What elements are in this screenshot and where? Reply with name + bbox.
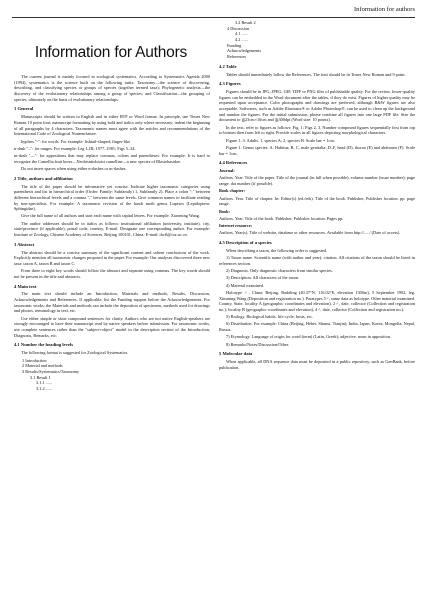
toc-line: 1 Introduction xyxy=(22,357,47,363)
species-item: 6) Distribution. For example: China (Beijing, Hebei, Shanxi, Tianjin); India, Japan, Korea, Mongolia, Nepal, Russia. xyxy=(219,321,415,333)
figure-reference-paragraph: In the text, refer to figures as follows: Fig. 1; Figs 2, 3. Number compound figures sequentially first from top to bottom then from left to right. Provide scales in all figures depicting morphological characters. xyxy=(219,124,415,136)
subsection-references-heading: 4.4 References xyxy=(219,160,248,166)
section-abstract-heading: 3 Abstract xyxy=(14,241,35,247)
header-divider xyxy=(12,17,415,18)
species-item: 7) Etymology. Language of origin for word (term) (Latin, Greek); adjective, noun in apposition. xyxy=(226,334,391,340)
ndash-rule: n-dash "–": for ranges. For example: Leg I–III; 1977–1981; Figs 5–34. xyxy=(14,145,136,151)
section-molecular-data-heading: 5 Molecular data xyxy=(219,351,253,357)
toc-line: Acknowledgements xyxy=(227,48,262,54)
intro-paragraph: The current journal is mainly focused in zoological systematics. According to Systematics Agenda 2000 (1994), systematics is the science built on the following tasks: Taxonomy—the science of discovering, describing, and classifying species or groups of species (together termed taxa); Phylogenetic analysis—the discovery of the evolutionary relationships among a group of species; and Classification—the grouping of species, ultimately on the basis of evolutionary relationships. xyxy=(14,74,210,102)
species-item: 5) Biology. Biological habits, life cycle, hosts, etc. xyxy=(226,314,313,320)
section-title-authors-heading: 2 Title, authors and affiliation xyxy=(14,175,73,181)
general-paragraph: Manuscripts should be written in English and in either RTF or Word format. In principle, use Times New Roman 10 point font; manuscript formatting by using bold and italics only where necessary; indent the beginning of all paragraphs by 4 characters. Taxonomic names must agree with the articles and recommendations of the International Code of Zoological Nomenclature. xyxy=(14,114,210,137)
toc-list-right xyxy=(219,20,415,60)
main-text-paragraph: The main text should include an Introduction, Materials and methods, Results, Discussion, Acknowledgements and References. If applicable, list the Funding support before the Acknowledgements. For taxonomic works: the Materials and methods can include the deposition of specimens, methods used for drawings and photos, terminology in text, etc. xyxy=(14,291,210,314)
running-header: Information for authors xyxy=(353,6,415,13)
section-main-text-heading: 4 Main text xyxy=(14,283,37,289)
author-names-paragraph: Give the full name of all authors and start each name with capital letters. For example: Xiaoming Wang. xyxy=(21,213,200,219)
species-item: 2) Diagnosis. Only diagnostic characters from similar species. xyxy=(226,268,333,274)
references-list xyxy=(219,168,415,236)
reference-type-label: Book: xyxy=(219,208,230,214)
subsection-figures-heading: 4.3 Figures xyxy=(219,81,241,87)
toc-line: 3.1 Result 1 xyxy=(30,374,51,380)
language-paragraph: Use either simple or short compound sentences for clarity. Authors who are not native English-speakers are strongly encouraged to have their manuscript read by native speakers before submission. For taxonomic works, use complete sentences rather than the "subject+object" model in the description section of the Introduction, Diagnosis, Remarks, etc. xyxy=(14,315,210,338)
affiliation-paragraph: The author addresses should be in italics as follows: institutional affiliation (university, institute), city, state/province (if applicable), postal code, country, E-mail. Designate one corresponding author. For example: Institute of Zoology, Chinese Academy of Sciences, Beijing 100101, China; E-mail: dwfl@ioz.ac.cn. xyxy=(14,220,210,238)
hyphen-rule: hyphen "-": for words. For example: fishtail-shaped; finger-like xyxy=(21,138,131,144)
reference-format: Authors. Year(s). Title of website, database or other resources. Available from http://...../ (Date of access). xyxy=(219,230,401,236)
figure-caption-example: Figure 1. Genus species. A, Habitus; B, C, male genitalia; D–F, head (D), thorax (E) and abdomen (F). Scale bar = 1cm. xyxy=(219,144,415,156)
toc-line: 4.1 ...... xyxy=(235,31,248,37)
toc-line: References xyxy=(227,54,247,60)
species-item: 3) Description. All characters of the taxon. xyxy=(226,275,300,281)
toc-line: 4.2 ...... xyxy=(235,37,248,43)
reference-type-label: Journal: xyxy=(219,168,235,174)
reference-type-label: Book chapter: xyxy=(219,188,246,194)
title-paragraph: The title of the paper should be informative yet concise. Indicate higher taxonomic categories using parenthesis and list in hierarchical order (Order: Family: Subfamily) 1, Subfamily 2). Place a colon ":" between different hierarchical levels and a comma "," between the same levels. Give common names to facilitate reading by non-specialists. For example: A taxonomic revision of the hawk moth genus Luperos (Lepidoptera: Sphingidae). xyxy=(14,183,210,212)
subsection-heading-levels: 4.1 Number the heading levels xyxy=(14,342,73,348)
toc-line: 3 Results/Systematics/Taxonomy xyxy=(22,368,80,374)
figure-caption-example: Figure 1–3. Adults. 1, species A; 2, species B. Scale bar = 1cm. xyxy=(226,137,335,143)
toc-line: 3.1.2 ...... xyxy=(36,385,53,391)
reference-format: Authors. Year. Title of the book. Publisher, Publisher location. Pages pp. xyxy=(219,215,344,221)
toc-line: 4 Discussion xyxy=(227,25,250,31)
reference-format: Authors. Year. Title of chapter. In: Editor(s) (ed./eds). Title of the book. Publisher, Publisher location. pp. page range. xyxy=(219,195,415,207)
species-item: 8) Remarks/Notes/Discussion/Other. xyxy=(226,341,290,347)
table-paragraph: Tables should immediately follow the References. The font should be in Times New Roman and 9 point. xyxy=(226,71,406,77)
keywords-paragraph: From three to eight key words should follow the abstract and separate using commas. The key words should not be present in the title and abstracts. xyxy=(14,268,210,279)
section-general-heading: 1 General xyxy=(14,106,34,112)
page-title: Information for Authors xyxy=(34,44,188,61)
toc-line: 3.2 Result 2 xyxy=(235,20,256,25)
toc-line: Funding xyxy=(227,42,242,48)
heading-format-paragraph: The following format is suggested for Zoological Systematics. xyxy=(21,350,129,356)
molecular-data-paragraph: When applicable, all DNA sequence data must be deposited in a public repository, such as GenBank, before publication. xyxy=(219,359,415,370)
dash-spacing-note: Do not insert spaces when using either n-dashes or m-dashes. xyxy=(21,165,127,171)
species-item: 1) Taxon name. Scientific name (with author and year); citation. All citations of the taxon should be listed in references section. xyxy=(219,255,415,266)
reference-format: Authors. Year. Title of the paper. Title of the journal (in full when possible), volume number (issue number): page range. doi number (if possible). xyxy=(219,175,415,187)
toc-line: 2 Material and methods xyxy=(22,363,63,369)
abstract-paragraph: The abstract should be a concise summary of the significant content and salient conclusions of the work. Explicitly mention all taxonomic changes proposed in the paper. For example: Our analyses discovered three new taxa: taxon A, taxon B and taxon C. xyxy=(14,249,210,266)
toc-list-left xyxy=(14,358,210,392)
species-order-paragraph: When describing a taxon, the following order is suggested. xyxy=(226,247,328,253)
species-item: 4) Material examined. xyxy=(226,282,265,288)
subsection-table-heading: 4.2 Table xyxy=(219,63,237,69)
material-examined-paragraph: Holotype ♂, China: Beijing, Badaling (40.37°N, 116.02°E; elevation 1300m), 5 September 1992, leg. Ximming Wang (Deposition and registration no.). Paratypes 5♂, same data as holotype. Other material examined. County, State, locality A (geographic coordinates and elevation), 2♂, date, collector (Collection and registration no.); locality B (geographic coordinates and elevation), 4♂, date, collector (Collection and registration no.). xyxy=(219,289,415,312)
subsection-species-description-heading: 4.5 Description of a species xyxy=(219,240,272,245)
reference-type-label: Internet resource: xyxy=(219,223,253,229)
right-column xyxy=(219,20,415,372)
mdash-rule: m-dash "—": for appositions that may replace commas, colons and parentheses. For example: It is hard to recognize the Camellia fruit borer—Neobisnitobioist camelliae—a new species of Blastobasidae. xyxy=(14,153,210,164)
toc-line: 3.1.1 ...... xyxy=(36,380,53,386)
left-column xyxy=(14,74,210,392)
figures-paragraph: Figures should be in JPG, JPEG, GIF, TIFF or PNG files of publishable quality. For the review, lower-quality figures can be embedded in the Word document after the tables, if they do exist. Figures of higher quality may be requested upon acceptance. Color photographs and drawings are preferred, although B&W figures are also acceptable. Softwares, such as Adobe Illustrator® or Adobe Photoshop®, can be used to clean up the background and number the figures. For the initial submission, please combine all figures into one large PDF file. Size the document to ≦23cm×16cm and ≧300dpi (Word size: 10 points). xyxy=(219,89,415,123)
